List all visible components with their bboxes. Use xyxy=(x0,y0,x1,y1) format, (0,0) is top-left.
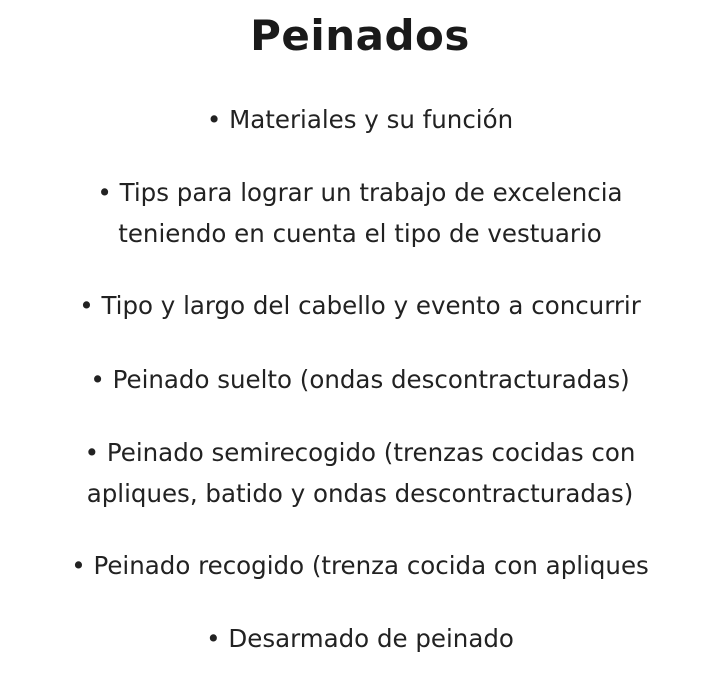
list-item-text-continued: teniendo en cuenta el tipo de vestuario xyxy=(118,219,602,248)
list-item-materiales xyxy=(20,99,700,140)
list-item-desarmado xyxy=(20,618,700,659)
bullet: • xyxy=(84,438,100,467)
bullet: • xyxy=(97,178,112,207)
page-title: Peinados xyxy=(250,11,470,60)
list-item-text: Peinado recogido (trenza cocida con apliques xyxy=(93,551,649,580)
list-item-peinado-semirecogido xyxy=(20,432,700,514)
list-item-text: Peinado suelto (ondas descontracturadas) xyxy=(112,365,630,394)
bullet: • xyxy=(79,291,94,320)
list-item-peinado-suelto xyxy=(20,359,700,400)
list-item-peinado-recogido xyxy=(20,545,700,586)
list-item-text: Tipo y largo del cabello y evento a concurrir xyxy=(101,291,641,320)
list-item-text-continued: apliques, batido y ondas descontracturadas) xyxy=(86,479,634,508)
bullet: • xyxy=(71,551,86,580)
list-item-text: Materiales y su función xyxy=(229,105,514,134)
list-item-tipo-largo xyxy=(20,285,700,326)
list-item-text: Tips para lograr un trabajo de excelencia xyxy=(119,178,623,207)
list-item-text: Desarmado de peinado xyxy=(228,624,514,653)
list-item-text: Peinado semirecogido (trenzas cocidas con xyxy=(106,438,636,467)
bullet: • xyxy=(206,624,221,653)
bullet: • xyxy=(90,365,105,394)
bullet: • xyxy=(206,105,222,134)
list-item-tips xyxy=(20,172,700,254)
